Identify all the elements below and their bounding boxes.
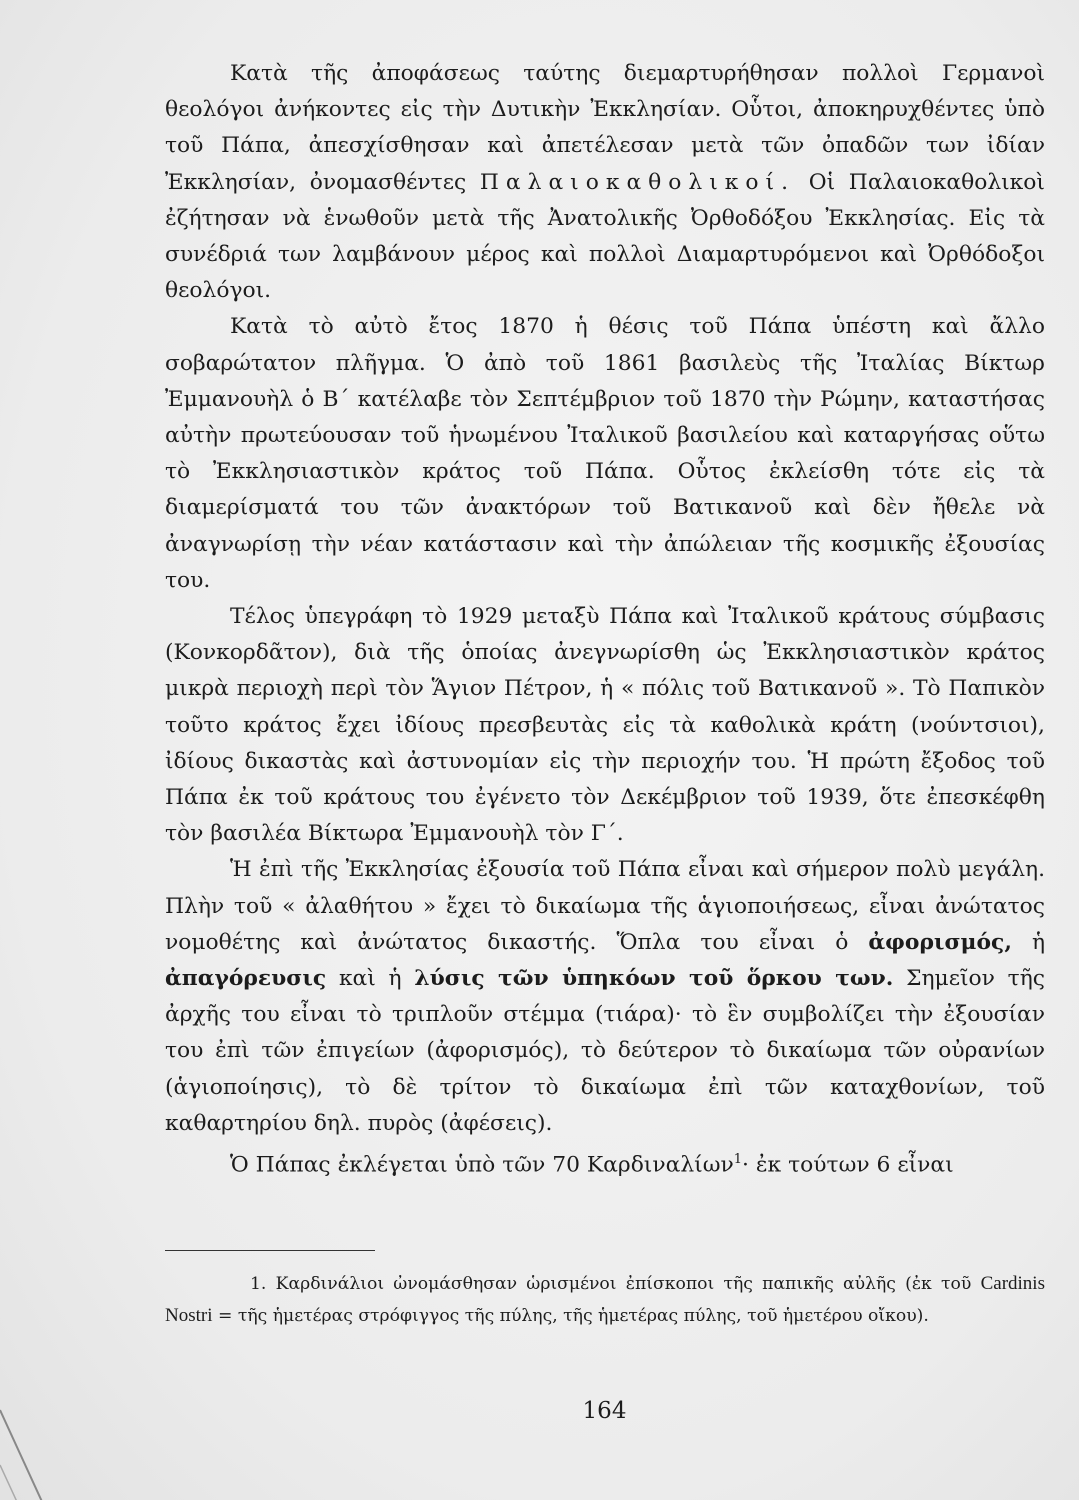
- spaced-term: Παλαιοκαθολικοί.: [479, 169, 796, 195]
- bold-term-1: ἀφορισμός,: [868, 929, 1012, 955]
- paragraph-4-text-b: ἡ: [1031, 929, 1046, 955]
- footnote-text: [165, 1268, 1045, 1332]
- main-text: [165, 56, 1045, 1184]
- paragraph-1-text-a: Κατὰ τῆς ἀποφάσεως ταύτης διεμαρτυρήθησαν πολλοὶ Γερμανοὶ θεολόγοι ἀνήκοντες εἰς τὴν Δυτικὴν Ἐκκλησίαν. Οὗτοι, ἀποκηρυχθέντες ὑπὸ τοῦ Πάπα, ἀπεσχίσθησαν καὶ ἀπετέλεσαν μετὰ τῶν ὀπαδῶν των ἰδίαν Ἐκκλησίαν, ὀνομασθέντες: [165, 61, 1045, 195]
- footnote-text-b: = τῆς ἡμετέρας στρόφιγγος τῆς πύλης, τῆς ἡμετέρας πύλης, τοῦ ἡμετέρου οἴκου).: [217, 1306, 929, 1326]
- page-number: 164: [582, 1398, 627, 1424]
- paragraph-4: [165, 852, 1045, 1142]
- footnote-text-a: 1. Καρδινάλιοι ὠνομάσθησαν ὡρισμένοι ἐπίσκοποι τῆς παπικῆς αὐλῆς (ἐκ τοῦ: [250, 1274, 972, 1294]
- footnote-divider: [165, 1250, 375, 1251]
- paragraph-5: [165, 1142, 1045, 1183]
- paragraph-4-text-c: καὶ ἡ: [338, 966, 402, 992]
- footnote: [165, 1268, 1045, 1332]
- paragraph-2: Κατὰ τὸ αὐτὸ ἔτος 1870 ἡ θέσις τοῦ Πάπα ὑπέστη καὶ ἄλλο σοβαρώτατον πλῆγμα. Ὁ ἀπὸ τοῦ 1861 βασιλεὺς τῆς Ἰταλίας Βίκτωρ Ἐμμανουὴλ ὁ Β΄ κατέλαβε τὸν Σεπτέμβριον τοῦ 1870 τὴν Ρώμην, καταστήσας αὐτὴν πρωτεύουσαν τοῦ ἡνωμένου Ἰταλικοῦ βασιλείου καὶ καταργήσας οὕτω τὸ Ἐκκλησιαστικὸν κράτος τοῦ Πάπα. Οὗτος ἐκλείσθη τότε εἰς τὰ διαμερίσματά του τῶν ἀνακτόρων τοῦ Βατικανοῦ καὶ δὲν ἤθελε νὰ ἀναγνωρίσῃ τὴν νέαν κατάστασιν καὶ τὴν ἀπώλειαν τῆς κοσμικῆς ἐξουσίας του.: [165, 314, 1045, 593]
- paragraph-4-text-d: Σημεῖον τῆς ἀρχῆς του εἶναι τὸ τριπλοῦν στέμμα (τιάρα)· τὸ ἓν συμβολίζει τὴν ἐξουσίαν του ἐπὶ τῶν ἐπιγείων (ἀφορισμός), τὸ δεύτερον τὸ δικαίωμα τῶν οὐρανίων (ἁγιοποίησις), τὸ δὲ τρίτον τὸ δικαίωμα ἐπὶ τῶν καταχθονίων, τοῦ καθαρτηρίου δηλ. πυρὸς (ἀφέσεις).: [165, 966, 1045, 1136]
- paragraph-1-text-b: Οἱ Παλαιοκαθολικοὶ ἐζήτησαν νὰ ἑνωθοῦν μετὰ τῆς Ἀνατολικῆς Ὀρθοδόξου Ἐκκλησίας. Εἰς τὰ συνέδριά των λαμβάνουν μέρος καὶ πολλοὶ Διαμαρτυρόμενοι καὶ Ὀρθόδοξοι θεολόγοι.: [165, 169, 1045, 304]
- paragraph-4-text-a: Ἡ ἐπὶ τῆς Ἐκκλησίας ἐξουσία τοῦ Πάπα εἶναι καὶ σήμερον πολὺ μεγάλη. Πλὴν τοῦ « ἀλαθήτου » ἔχει τὸ δικαίωμα τῆς ἁγιοποιήσεως, εἶναι ἀνώτατος νομοθέτης καὶ ἀνώτατος δικαστής. Ὅπλα του εἶναι ὁ: [165, 857, 1045, 955]
- page-edge-shadow: [0, 1290, 120, 1500]
- paragraph-1: [165, 56, 1045, 309]
- paragraph-3: Τέλος ὑπεγράφη τὸ 1929 μεταξὺ Πάπα καὶ Ἰταλικοῦ κράτους σύμβασις (Κονκορδᾶτον), διὰ τῆς ὁποίας ἀνεγνωρίσθη ὡς Ἐκκλησιαστικὸν κράτος μικρὰ περιοχὴ περὶ τὸν Ἅγιον Πέτρον, ἡ « πόλις τοῦ Βατικανοῦ ». Τὸ Παπικὸν τοῦτο κράτος ἔχει ἰδίους πρεσβευτὰς εἰς τὰ καθολικὰ κράτη (νούντσιοι), ἰδίους δικαστὰς καὶ ἀστυνομίαν εἰς τὴν περιοχήν του. Ἡ πρώτη ἔξοδος τοῦ Πάπα ἐκ τοῦ κράτους του ἐγένετο τὸν Δεκέμβριον τοῦ 1939, ὅτε ἐπεσκέφθη τὸν βασιλέα Βίκτωρα Ἐμμανουὴλ τὸν Γ΄.: [165, 604, 1045, 847]
- bold-term-2: ἀπαγόρευσις: [165, 966, 327, 992]
- footnote-latin-term: Cardinis Nostri: [165, 1273, 1045, 1326]
- footnote-reference: 1: [733, 1152, 742, 1168]
- paragraph-5-text-a: Ὁ Πάπας ἐκλέγεται ὑπὸ τῶν 70 Καρδιναλίων: [230, 1152, 734, 1178]
- paragraph-5-text-b: · ἐκ τούτων 6 εἶναι: [742, 1152, 954, 1178]
- bold-term-3: λύσις τῶν ὑπηκόων τοῦ ὅρκου των.: [414, 966, 894, 992]
